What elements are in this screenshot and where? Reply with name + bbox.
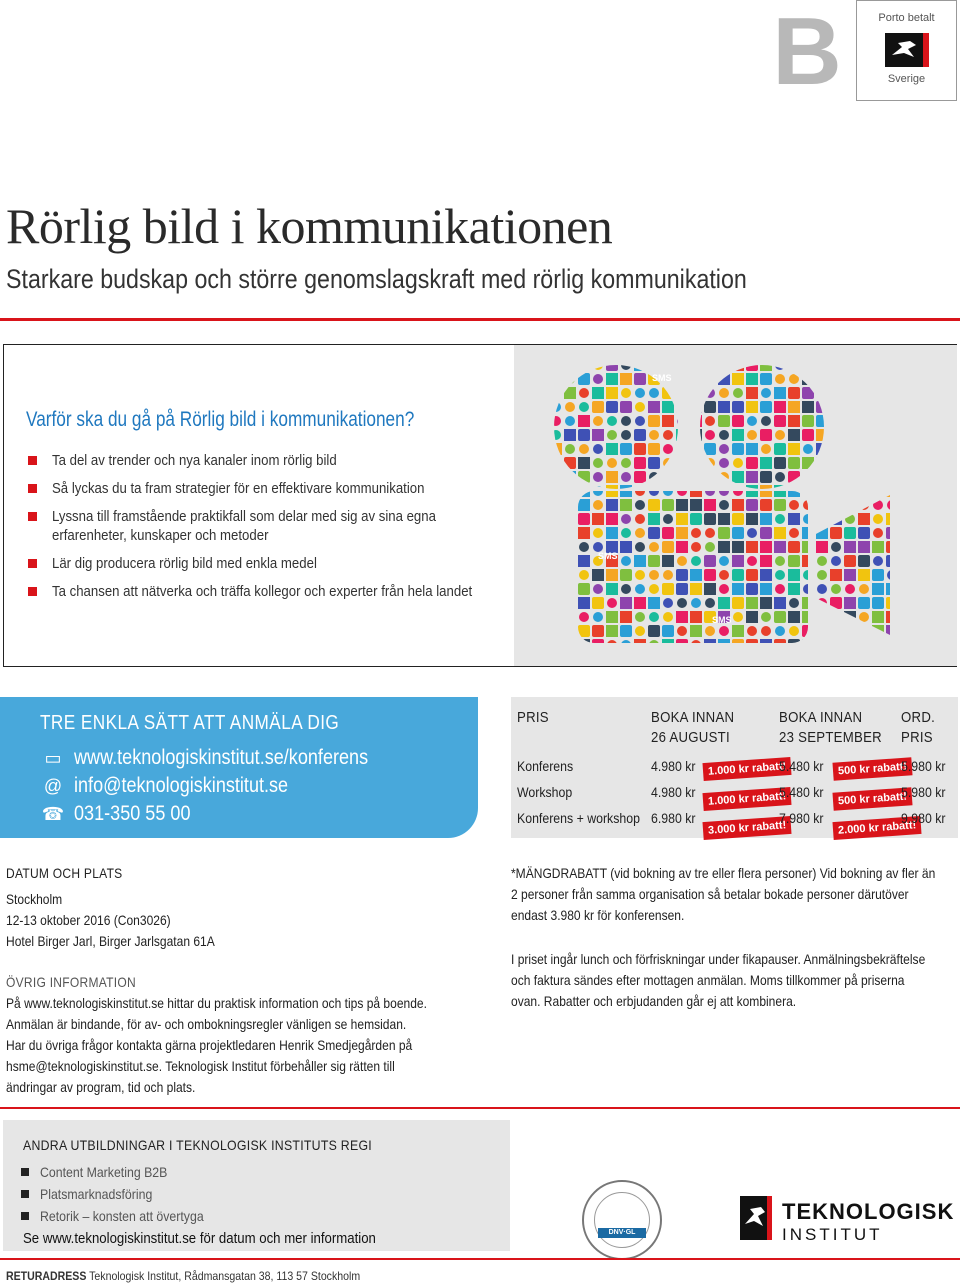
section-heading: DATUM OCH PLATS: [6, 865, 123, 881]
col-header-early-date: 26 AUGUSTI: [651, 729, 730, 746]
bullet-icon: [28, 512, 37, 521]
certification-seal: [582, 1180, 662, 1260]
price-row-name: Konferens + workshop: [517, 810, 640, 826]
col-header-mid: BOKA INNAN: [779, 709, 863, 726]
bullet-icon: [21, 1190, 29, 1198]
register-phone: 031-350 55 00: [74, 802, 191, 825]
price-mid: 5.480 kr: [779, 758, 824, 774]
price-mid: 5.480 kr: [779, 784, 824, 800]
hero-illustration: [514, 345, 957, 666]
brand-name: TEKNOLOGISK: [782, 1199, 955, 1224]
at-sign-icon: @: [43, 776, 63, 796]
bullet-icon: [21, 1168, 29, 1176]
note-line: ovan. Rabatter och erbjudanden går ej att kombinera.: [511, 993, 797, 1009]
postage-label: Porto betalt: [878, 12, 935, 24]
brand-logo-icon: [740, 1196, 772, 1240]
postage-stamp: [856, 0, 957, 101]
discount-badge: 500 kr rabatt!: [832, 757, 912, 780]
course-item[interactable]: Retorik – konsten att övertyga: [21, 1205, 226, 1227]
note-line: I priset ingår lunch och förfriskningar under fikapauser. Anmälningsbekräftelse: [511, 951, 926, 967]
list-item: Lär dig producera rörlig bild med enkla medel: [28, 554, 498, 573]
dnv-gl-logo: DNV·GL: [598, 1228, 646, 1238]
register-email-link[interactable]: info@teknologiskinstitut.se: [74, 774, 289, 797]
return-address: RETURADRESS Teknologisk Institut, Rådmansgatan 38, 113 57 Stockholm: [6, 1269, 361, 1283]
price-ord: 5.980 kr: [901, 758, 946, 774]
event-venue: Hotel Birger Jarl, Birger Jarlsgatan 61A: [6, 933, 215, 949]
info-line: ändringar av program, tid och plats.: [6, 1079, 196, 1095]
other-info-section: [6, 972, 486, 1098]
bullet-icon: [21, 1212, 29, 1220]
pricing-table: [511, 697, 958, 838]
price-early: 6.980 kr: [651, 810, 696, 826]
list-item: Lyssna till framstående praktikfall som delar med sig av sina egna erfarenheter, kunskaper och metoder: [28, 507, 498, 545]
divider: [0, 318, 960, 321]
note-line: *MÄNGDRABATT (vid bokning av tre eller flera personer) Vid bokning av fler än: [511, 865, 936, 881]
other-courses-heading: ANDRA UTBILDNINGAR I TEKNOLOGISK INSTITUTS REGI: [23, 1137, 372, 1153]
course-list: [21, 1161, 226, 1227]
register-web-row: [40, 745, 416, 771]
discount-badge: 500 kr rabatt!: [832, 787, 912, 810]
list-item: Ta chansen att nätverka och träffa kollegor och experter från hela landet: [28, 582, 498, 601]
sms-label: SMS: [598, 551, 618, 561]
price-early: 4.980 kr: [651, 784, 696, 800]
col-header-mid-date: 23 SEPTEMBER: [779, 729, 882, 746]
price-early: 4.980 kr: [651, 758, 696, 774]
bullet-icon: [28, 587, 37, 596]
divider: [0, 1107, 960, 1109]
video-camera-icon: [514, 345, 957, 666]
sms-label: SMS: [712, 615, 732, 625]
list-item: Ta del av trender och nya kanaler inom rörlig bild: [28, 451, 498, 470]
discount-badge: 1.000 kr rabatt!: [702, 757, 791, 781]
event-city: Stockholm: [6, 891, 63, 907]
page-title: Rörlig bild i kommunikationen: [6, 198, 613, 254]
register-phone-row: [40, 801, 209, 827]
discount-badge: 2.000 kr rabatt!: [832, 816, 921, 840]
hero-question: Varför ska du gå på Rörlig bild i kommunikationen?: [26, 408, 415, 431]
register-email-row: [40, 773, 323, 799]
course-item[interactable]: Platsmarknadsföring: [21, 1183, 226, 1205]
course-item[interactable]: Content Marketing B2B: [21, 1161, 226, 1183]
note-line: och faktura sändes efter mottagen anmälan. Moms tillkommer på priserna: [511, 972, 905, 988]
price-row-name: Workshop: [517, 784, 573, 800]
bullet-icon: [28, 559, 37, 568]
event-date: 12-13 oktober 2016 (Con3026): [6, 912, 171, 928]
info-line: Har du övriga frågor kontakta gärna projektledaren Henrik Smedjegården på: [6, 1037, 413, 1053]
phone-icon: ☎: [41, 804, 65, 824]
sms-label: SMS: [652, 373, 672, 383]
note-line: endast 3.980 kr för konferensen.: [511, 907, 685, 923]
info-line: Anmälan är bindande, för av- och ombokningsregler vänligen se hemsidan.: [6, 1016, 407, 1032]
list-item: Så lyckas du ta fram strategier för en effektivare kommunikation: [28, 479, 498, 498]
other-courses-panel: [3, 1120, 510, 1251]
more-info-link[interactable]: Se www.teknologiskinstitut.se för datum och mer information: [23, 1230, 376, 1247]
volume-discount-note: [511, 863, 956, 926]
price-ord: 9.980 kr: [901, 810, 946, 826]
price-mid: 7.980 kr: [779, 810, 824, 826]
col-header-pris: PRIS: [517, 709, 549, 726]
discount-badge: 3.000 kr rabatt!: [702, 816, 791, 840]
benefit-list: [28, 451, 498, 610]
registration-panel: [0, 697, 478, 838]
note-line: 2 personer från samma organisation så betalar bokade personer därutöver: [511, 886, 909, 902]
col-header-ord-price: PRIS: [901, 729, 933, 746]
bird-icon: [890, 37, 920, 63]
divider: [0, 1258, 960, 1260]
price-row-name: Konferens: [517, 758, 574, 774]
mail-class-letter: B: [772, 0, 842, 105]
laptop-icon: ▭: [44, 748, 62, 768]
price-ord: 5.980 kr: [901, 784, 946, 800]
date-location-section: [6, 863, 486, 952]
price-info-note: [511, 949, 956, 1012]
brand-subname: INSTITUT: [782, 1225, 883, 1244]
postage-logo: [885, 33, 929, 67]
discount-badge: 1.000 kr rabatt!: [702, 787, 791, 811]
col-header-ord: ORD.: [901, 709, 936, 726]
section-heading: ÖVRIG INFORMATION: [6, 974, 136, 990]
register-web-link[interactable]: www.teknologiskinstitut.se/konferens: [74, 746, 369, 769]
hero-box: [3, 344, 957, 667]
postage-country: Sverige: [887, 73, 926, 85]
info-line: hsme@teknologiskinstitut.se. Teknologisk Institut förbehåller sig rätten till: [6, 1058, 395, 1074]
page-subtitle: Starkare budskap och större genomslagskraft med rörlig kommunikation: [6, 264, 747, 294]
bullet-icon: [28, 484, 37, 493]
bullet-icon: [28, 456, 37, 465]
registration-heading: TRE ENKLA SÄTT ATT ANMÄLA DIG: [40, 712, 340, 734]
info-line: På www.teknologiskinstitut.se hittar du praktisk information och tips på boende.: [6, 995, 427, 1011]
col-header-early: BOKA INNAN: [651, 709, 735, 726]
